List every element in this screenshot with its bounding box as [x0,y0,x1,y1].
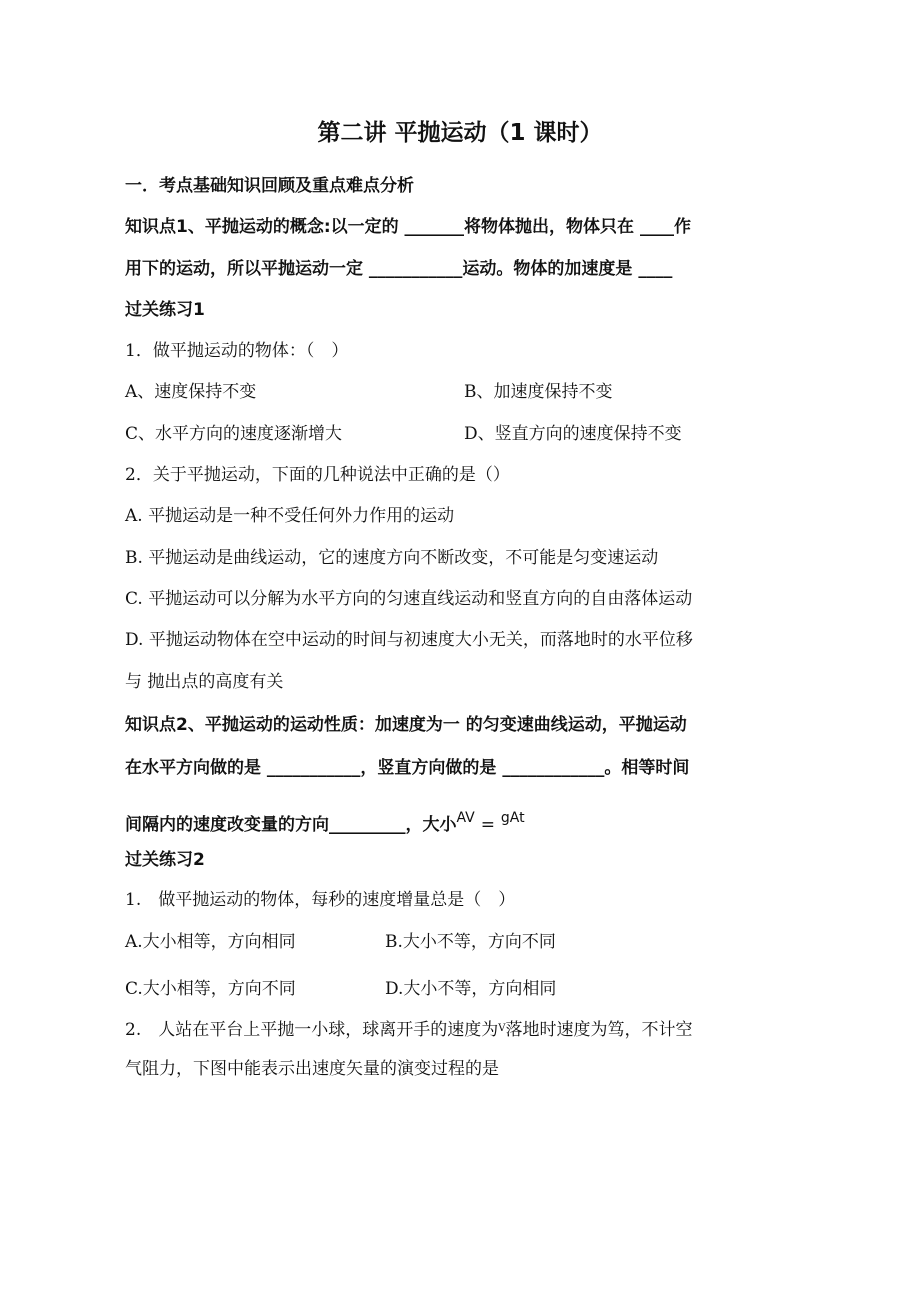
knowledge-point-2-line-2: 在水平方向做的是 ___________，竖直方向做的是 ____________。相等时间 [125,758,690,778]
question-2-option-a: A. 平抛运动是一种不受任何外力作用的运动 [125,506,455,526]
question-2-stem: 2．关于平抛运动，下面的几种说法中正确的是（） [125,465,510,485]
question-2-option-b: B. 平抛运动是曲线运动，它的速度方向不断改变，不可能是匀变速运动 [125,548,659,568]
practice-2-heading: 过关练习2 [125,850,205,870]
question-2-option-c: C. 平抛运动可以分解为水平方向的匀速直线运动和竖直方向的自由落体运动 [125,589,693,609]
practice-2-question-1-stem: 1. 做平抛运动的物体，每秒的速度增量总是（ ） [125,890,516,910]
practice-2-question-1-option-a: A.大小相等，方向相同 [125,932,296,952]
page-title: 第二讲 平抛运动（1 课时） [317,120,603,146]
g-delta-t-symbol: gAt [500,810,525,826]
practice-1-heading: 过关练习1 [125,300,205,320]
practice-2-question-2-line-2: 气阻力，下图中能表示出速度矢量的演变过程的是 [125,1059,499,1079]
practice-2-question-1-option-b: B.大小不等，方向不同 [385,932,556,952]
delta-v-symbol: AV [456,810,475,826]
knowledge-point-2-line-3 [125,806,525,837]
equals-sign: = [480,815,495,835]
section-heading: 一．考点基础知识回顾及重点难点分析 [125,176,414,196]
question-1-option-d: D、竖直方向的速度保持不变 [464,424,682,444]
practice-2-question-1-option-c: C.大小相等，方向不同 [125,979,296,999]
question-1-option-b: B、加速度保持不变 [464,382,613,402]
knowledge-point-1-line-1: 知识点1、平抛运动的概念:以一定的 _______将物体抛出，物体只在 ____作 [125,217,691,237]
practice-2-question-2-text-b: 落地时速度为笃，不计空 [505,1020,693,1040]
knowledge-point-2-line-3-text: 间隔内的速度改变量的方向_________，大小 [125,815,457,835]
question-1-option-a: A、速度保持不变 [125,382,257,402]
knowledge-point-1-line-2: 用下的运动，所以平抛运动一定 ___________运动。物体的加速度是 ____ [125,259,673,279]
practice-2-question-2-line-1 [125,1017,692,1042]
knowledge-point-2-line-1: 知识点2、平抛运动的运动性质：加速度为一 的匀变速曲线运动，平抛运动 [125,715,687,735]
practice-2-question-1-option-d: D.大小不等，方向相同 [385,979,557,999]
question-1-stem: 1．做平抛运动的物体：（ ） [125,341,349,361]
question-2-option-d-line-1: D. 平抛运动物体在空中运动的时间与初速度大小无关，而落地时的水平位移 [125,630,693,650]
practice-2-question-2-text-a: 2. 人站在平台上平抛一小球，球离开手的速度为 [125,1020,499,1040]
question-2-option-d-line-2: 与 抛出点的高度有关 [125,672,284,692]
initial-velocity-symbol: V [498,1023,506,1034]
question-1-option-c: C、水平方向的速度逐渐增大 [125,424,343,444]
